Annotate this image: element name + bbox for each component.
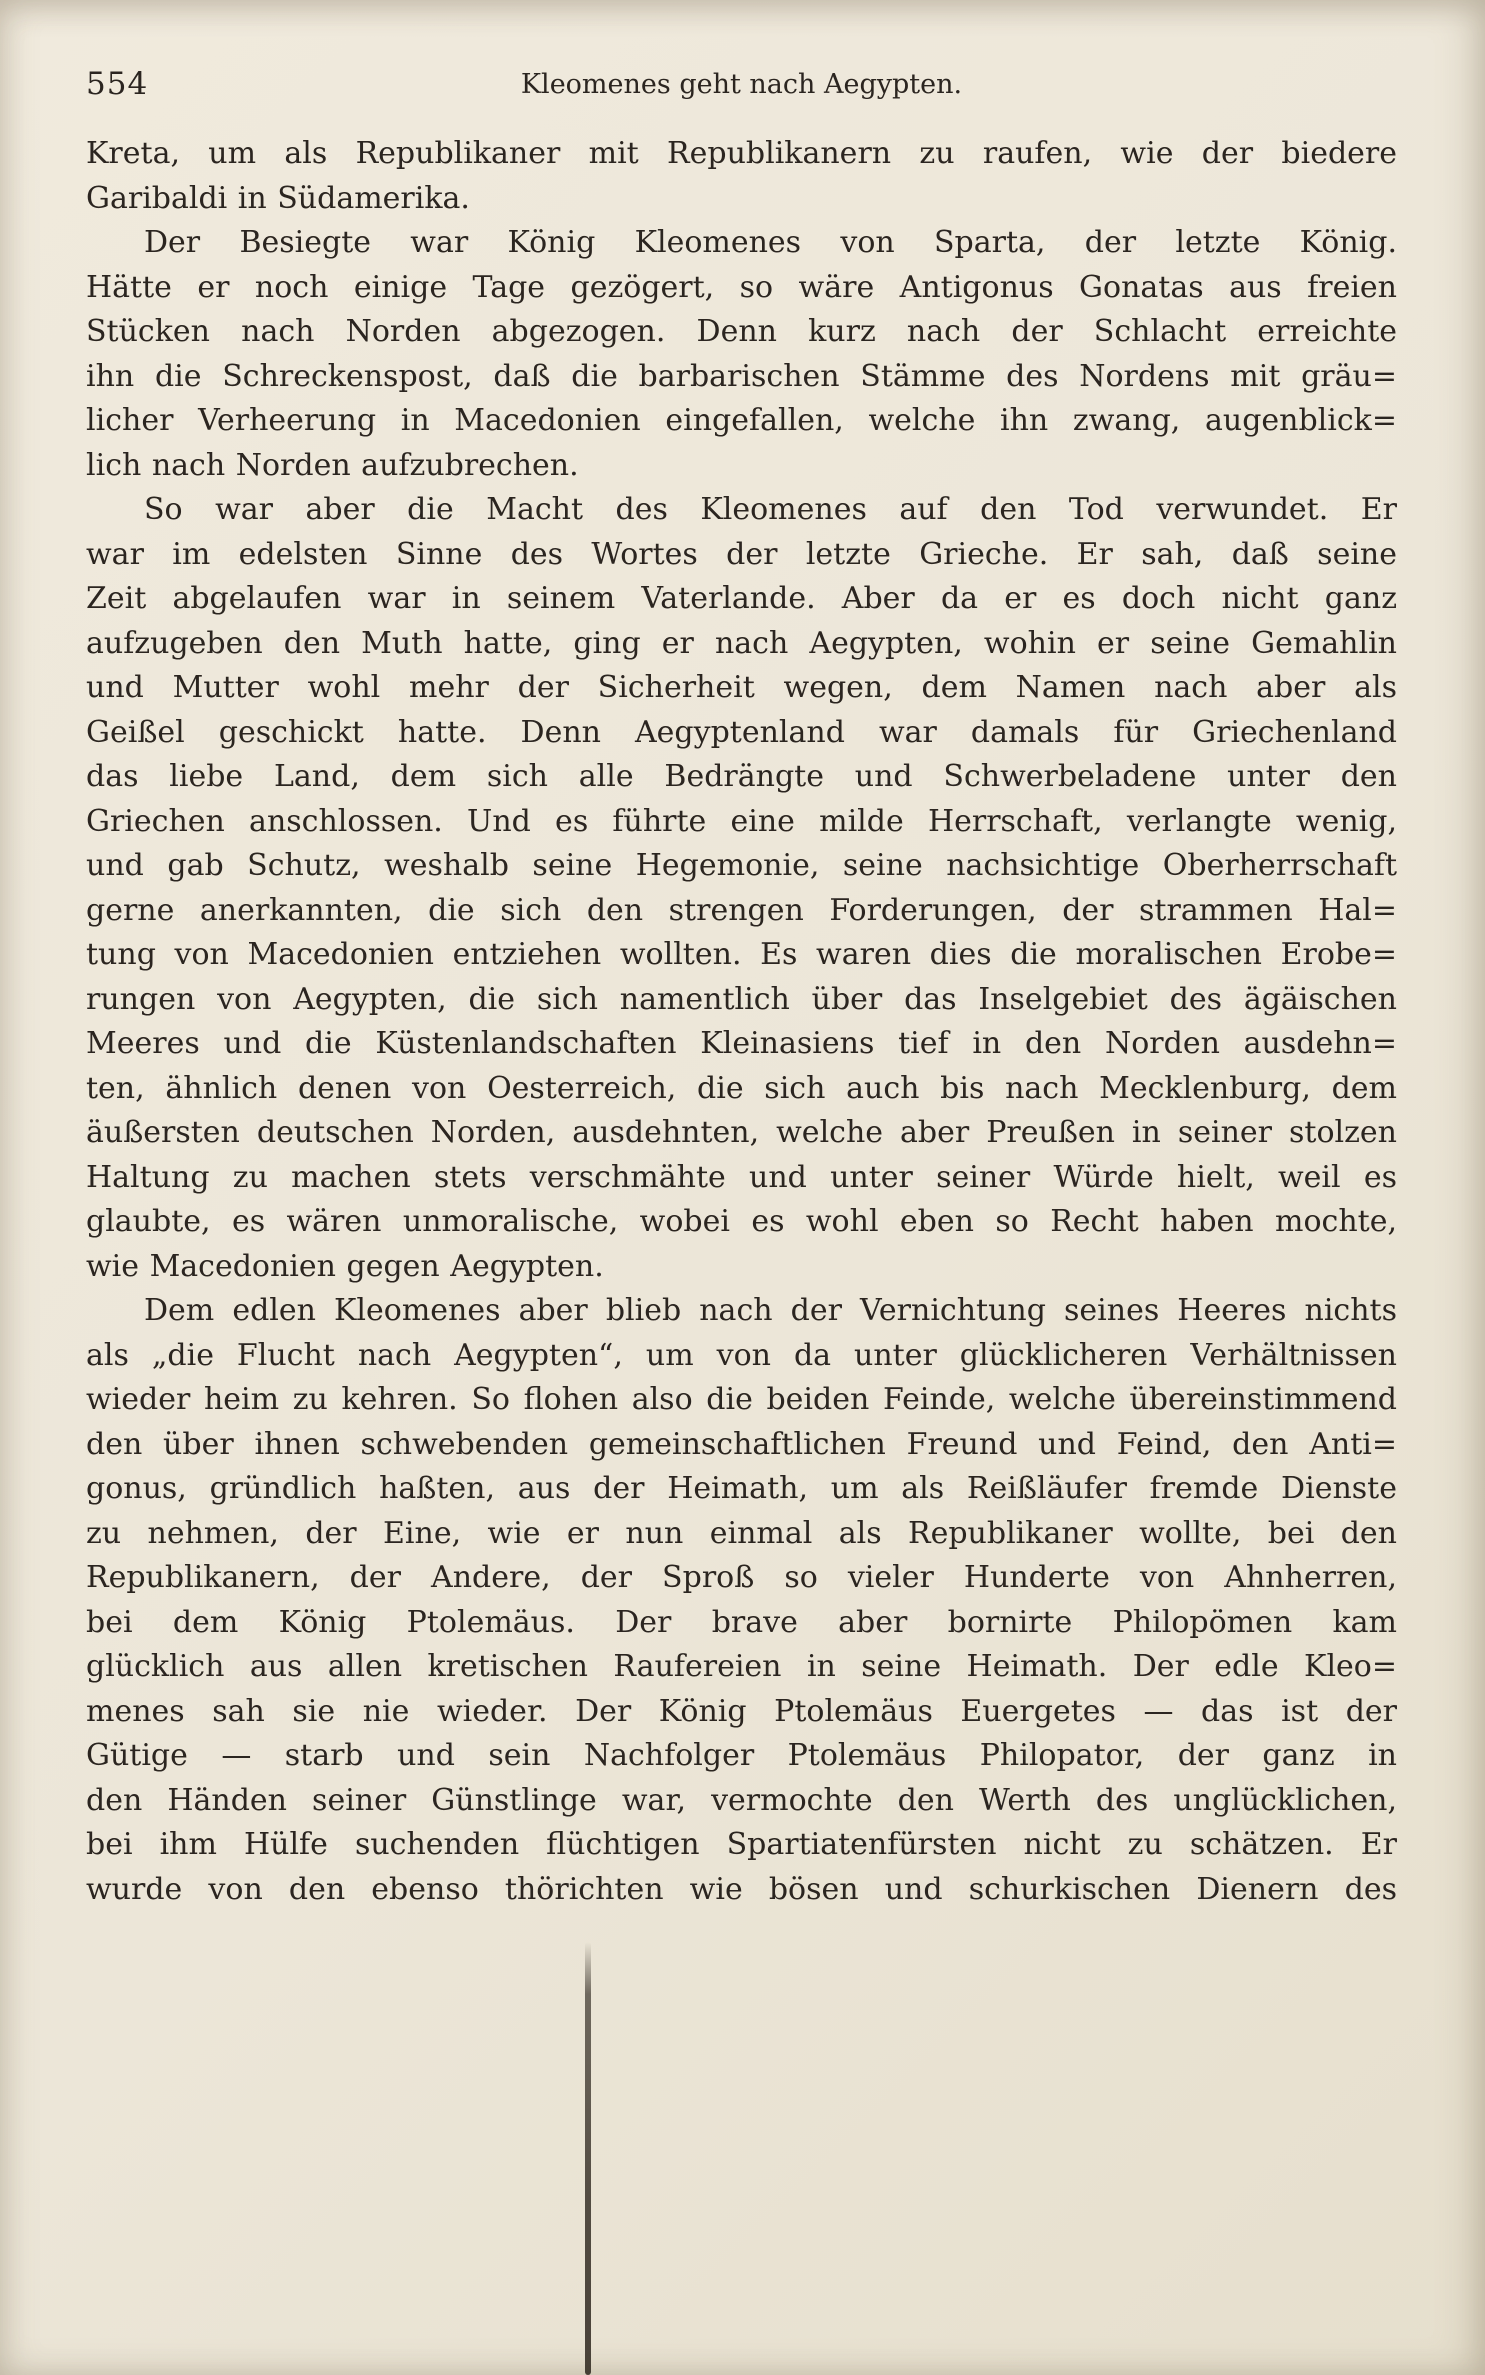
text-line: äußersten deutschen Norden, ausdehnten, welche aber Preußen in seiner stolzen xyxy=(86,1115,1397,1150)
body-text xyxy=(86,132,1397,1912)
text-line: Geißel geschickt hatte. Denn Aegyptenland war damals für Griechenland xyxy=(86,714,1397,750)
text-line: wie Macedonien gegen Aegypten. xyxy=(86,1248,604,1284)
text-line: lich nach Norden aufzubrechen. xyxy=(86,447,579,483)
text-line: den über ihnen schwebenden gemeinschaftlichen Freund und Feind, den Anti= xyxy=(86,1426,1397,1462)
text-line: Meeres und die Küstenlandschaften Kleinasiens tief in den Norden ausdehn= xyxy=(86,1026,1397,1061)
text-line: Haltung zu machen stets verschmähte und unter seiner Würde hielt, weil es xyxy=(86,1159,1397,1195)
text-line: Gütige — starb und sein Nachfolger Ptolemäus Philopator, der ganz in xyxy=(86,1738,1397,1773)
text-line: Garibaldi in Südamerika. xyxy=(86,180,470,216)
text-line: bei ihm Hülfe suchenden flüchtigen Spartiatenfürsten nicht zu schätzen. Er xyxy=(86,1827,1397,1862)
gutter-shadow-artifact xyxy=(585,1942,591,2375)
text-line: ten, ähnlich denen von Oesterreich, die sich auch bis nach Mecklenburg, dem xyxy=(86,1070,1397,1106)
text-line: wurde von den ebenso thörichten wie bösen und schurkischen Dienern des xyxy=(86,1871,1397,1907)
text-line: wieder heim zu kehren. So flohen also die beiden Feinde, welche übereinstimmend xyxy=(86,1382,1397,1417)
text-line: das liebe Land, dem sich alle Bedrängte und Schwerbeladene unter den xyxy=(86,759,1397,794)
text-line: licher Verheerung in Macedonien eingefallen, welche ihn zwang, augenblick= xyxy=(86,403,1397,438)
text-line: gerne anerkannten, die sich den strengen Forderungen, der strammen Hal= xyxy=(86,892,1397,928)
text-line: tung von Macedonien entziehen wollten. Es waren dies die moralischen Erobe= xyxy=(86,937,1397,972)
text-line: war im edelsten Sinne des Wortes der letzte Grieche. Er sah, daß seine xyxy=(86,536,1397,572)
text-line: aufzugeben den Muth hatte, ging er nach Aegypten, wohin er seine Gemahlin xyxy=(86,625,1397,661)
text-line: den Händen seiner Günstlinge war, vermochte den Werth des unglücklichen, xyxy=(86,1782,1397,1818)
text-line: Hätte er noch einige Tage gezögert, so wäre Antigonus Gonatas aus freien xyxy=(86,269,1397,305)
text-line: zu nehmen, der Eine, wie er nun einmal als Republikaner wollte, bei den xyxy=(86,1515,1397,1551)
text-line: glaubte, es wären unmoralische, wobei es wohl eben so Recht haben mochte, xyxy=(86,1204,1397,1239)
page-number: 554 xyxy=(86,66,149,102)
text-line: Griechen anschlossen. Und es führte eine milde Herrschaft, verlangte wenig, xyxy=(86,803,1397,839)
text-line: glücklich aus allen kretischen Raufereien in seine Heimath. Der edle Kleo= xyxy=(86,1649,1397,1684)
text-line: Dem edlen Kleomenes aber blieb nach der Vernichtung seines Heeres nichts xyxy=(144,1293,1397,1328)
page-header xyxy=(86,66,1397,106)
text-line: ihn die Schreckenspost, daß die barbarischen Stämme des Nordens mit gräu= xyxy=(86,358,1397,394)
text-line: Republikanern, der Andere, der Sproß so vieler Hunderte von Ahnherren, xyxy=(86,1560,1397,1595)
text-line: als „die Flucht nach Aegypten“, um von da unter glücklicheren Verhältnissen xyxy=(86,1337,1397,1373)
text-line: Der Besiegte war König Kleomenes von Sparta, der letzte König. xyxy=(144,225,1397,260)
text-line: und Mutter wohl mehr der Sicherheit wegen, dem Namen nach aber als xyxy=(86,670,1397,705)
text-line: rungen von Aegypten, die sich namentlich über das Inselgebiet des ägäischen xyxy=(86,981,1397,1017)
text-line: Stücken nach Norden abgezogen. Denn kurz nach der Schlacht erreichte xyxy=(86,314,1397,349)
text-line: gonus, gründlich haßten, aus der Heimath, um als Reißläufer fremde Dienste xyxy=(86,1471,1397,1506)
text-line: menes sah sie nie wieder. Der König Ptolemäus Euergetes — das ist der xyxy=(86,1693,1397,1729)
text-line: Kreta, um als Republikaner mit Republikanern zu raufen, wie der biedere xyxy=(86,136,1397,171)
text-line: Zeit abgelaufen war in seinem Vaterlande. Aber da er es doch nicht ganz xyxy=(86,581,1397,616)
text-line: So war aber die Macht des Kleomenes auf den Tod verwundet. Er xyxy=(144,492,1397,527)
page-content xyxy=(86,66,1397,1912)
text-line: bei dem König Ptolemäus. Der brave aber bornirte Philopömen kam xyxy=(86,1604,1397,1640)
running-title: Kleomenes geht nach Aegypten. xyxy=(520,69,963,100)
text-line: und gab Schutz, weshalb seine Hegemonie, seine nachsichtige Oberherrschaft xyxy=(86,848,1397,883)
